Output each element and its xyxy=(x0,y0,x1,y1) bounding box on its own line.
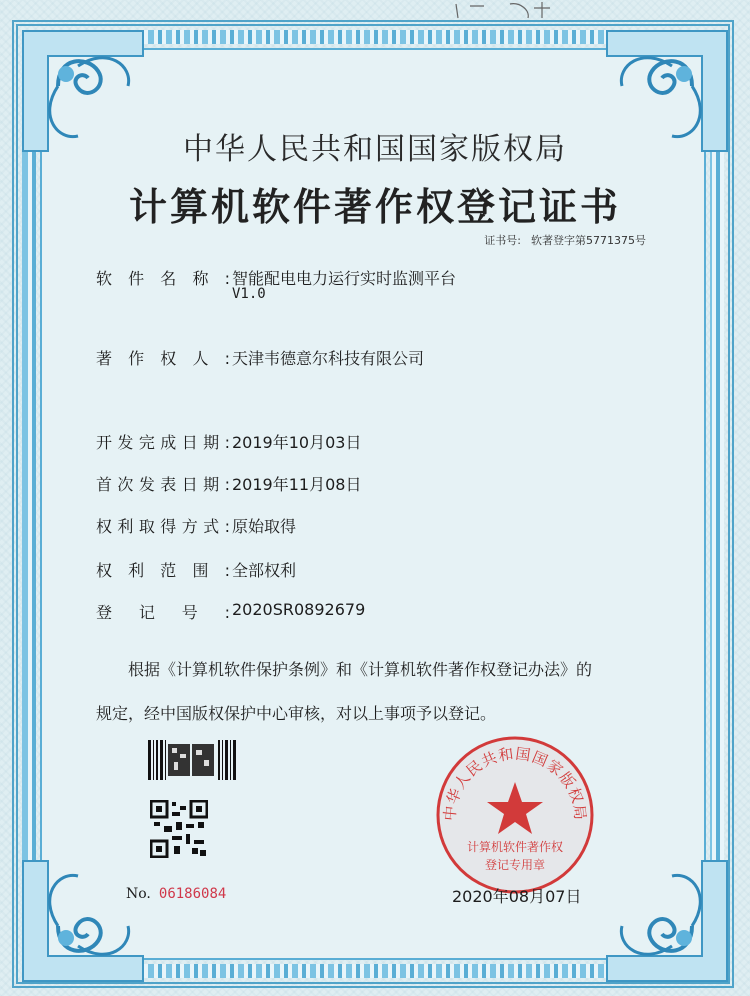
field-value: 原始取得 xyxy=(232,517,297,536)
field-copyright-owner xyxy=(96,346,425,369)
statement-line: 根据《计算机软件保护条例》和《计算机软件著作权登记办法》的 xyxy=(128,660,593,679)
certificate-number-label: 证书号: xyxy=(484,234,521,247)
field-value: 2020SR0892679 xyxy=(232,600,366,619)
certificate-number xyxy=(484,232,646,248)
field-rights-scope xyxy=(96,558,297,581)
field-label: 开发完成日期: xyxy=(96,433,230,452)
registration-statement xyxy=(96,648,666,736)
qr-code-icon xyxy=(150,800,208,858)
seal-text-line: 计算机软件著作权 xyxy=(466,840,563,854)
field-label: 软件名称: xyxy=(96,269,230,288)
barcode-icon xyxy=(148,740,238,780)
field-label: 权利取得方式: xyxy=(96,517,230,536)
certificate-number-value: 软著登字第5771375号 xyxy=(531,234,646,247)
serial-prefix: No. xyxy=(126,886,151,902)
seal-ring-text: 中华人民共和国国家版权局 xyxy=(440,744,590,822)
serial-value: 06186084 xyxy=(158,886,227,902)
issue-date: 2020年08月07日 xyxy=(452,887,582,906)
field-value: 全部权利 xyxy=(232,561,297,580)
statement-line: 规定，经中国版权保护中心审核，对以上事项予以登记。 xyxy=(96,704,497,723)
corner-ornament-icon xyxy=(18,856,148,986)
field-value-version: V1.0 xyxy=(232,286,266,302)
field-value: 2019年10月03日 xyxy=(232,433,362,452)
field-acquisition-method xyxy=(96,514,297,537)
field-label: 权利范围: xyxy=(96,561,230,580)
issuing-authority: 中华人民共和国国家版权局 xyxy=(183,132,567,167)
field-software-name xyxy=(96,266,457,302)
seal-text-line: 登记专用章 xyxy=(484,858,545,872)
field-value: 2019年11月08日 xyxy=(232,475,362,494)
handwritten-mark xyxy=(450,0,580,22)
field-label: 著作权人: xyxy=(96,349,230,368)
field-publication-date xyxy=(96,472,362,495)
field-label: 登记号: xyxy=(96,603,230,622)
field-completion-date xyxy=(96,430,362,453)
certificate-title: 计算机软件著作权登记证书 xyxy=(128,184,621,229)
field-value: 智能配电电力运行实时监测平台 xyxy=(232,269,457,288)
field-label: 首次发表日期: xyxy=(96,475,230,494)
field-value: 天津韦德意尔科技有限公司 xyxy=(232,349,425,368)
field-registration-number xyxy=(96,600,366,623)
serial-number xyxy=(126,886,226,902)
corner-ornament-icon xyxy=(602,856,732,986)
